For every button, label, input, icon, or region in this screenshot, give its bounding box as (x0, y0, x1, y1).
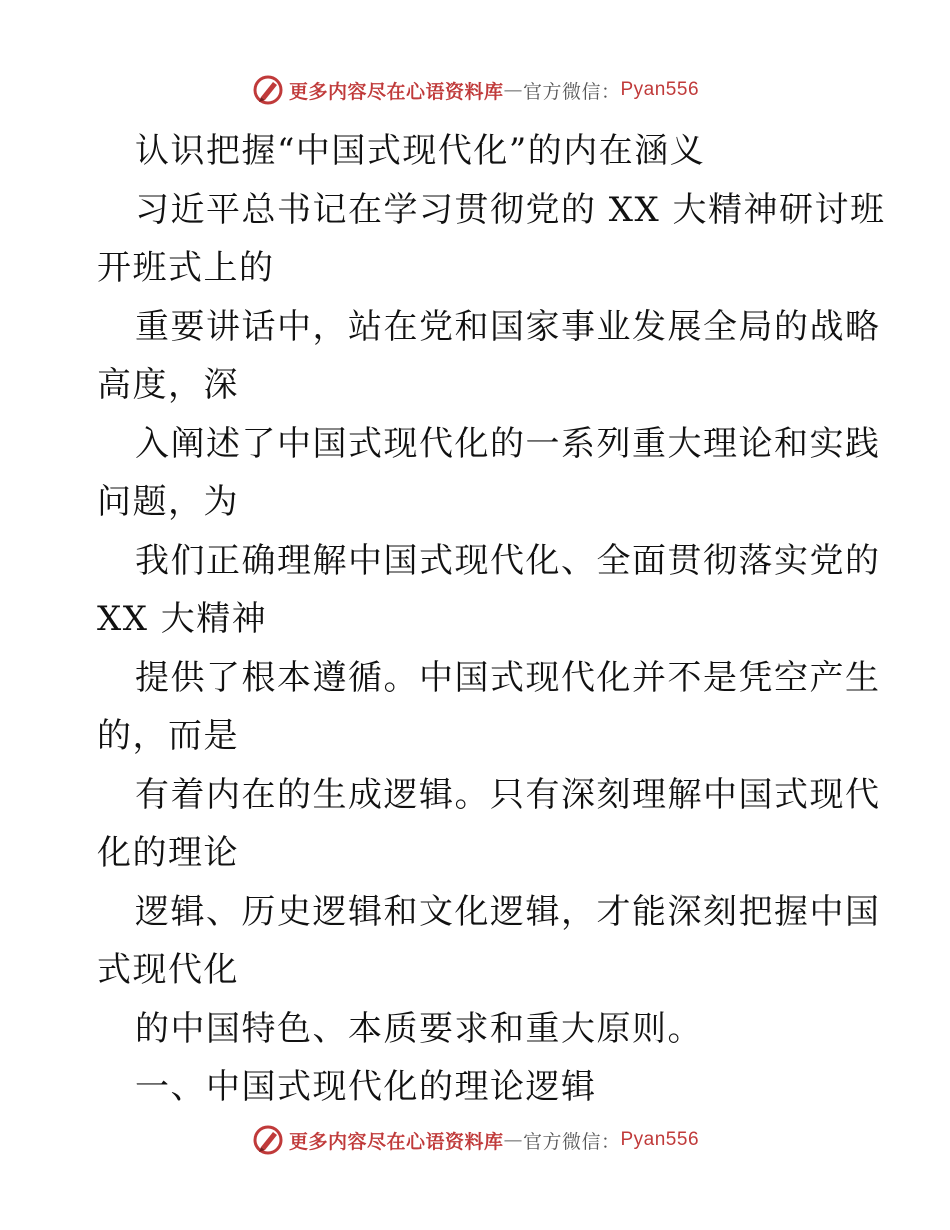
banner-wechat-id: Pyan556 (620, 79, 700, 100)
banner-separator: — (503, 1129, 523, 1151)
banner-wechat-id: Pyan556 (620, 1129, 700, 1150)
document-title: 认识把握“中国式现代化”的内在涵义 (135, 131, 706, 171)
text-line: 逻辑、历史逻辑和文化逻辑，才能深刻把握中国 (135, 891, 881, 932)
document-body (97, 122, 886, 1117)
text-line: 提供了根本遵循。中国式现代化并不是凭空产生 (135, 657, 881, 698)
text-line: 我们正确理解中国式现代化、全面贯彻落实党的 (135, 540, 881, 581)
pen-logo-icon (251, 73, 285, 107)
text-line: 的中国特色、本质要求和重大原则。 (135, 1008, 703, 1049)
section-heading: 一、中国式现代化的理论逻辑 (135, 1067, 597, 1107)
pen-logo-icon (251, 1123, 285, 1157)
text-line: 重要讲话中，站在党和国家事业发展全局的战略 (135, 306, 881, 347)
text-line: XX 大精神 (97, 599, 268, 639)
text-line: 问题，为 (97, 482, 239, 522)
text-line: 式现代化 (97, 950, 239, 990)
text-line: 高度，深 (97, 365, 239, 405)
text-line: 习近平总书记在学习贯彻党的 XX 大精神研讨班 (135, 189, 886, 230)
banner-wechat-label: 官方微信： (522, 80, 621, 103)
banner-main-text: 更多内容尽在心语资料库 (288, 80, 504, 103)
text-line: 开班式上的 (97, 248, 275, 288)
header-banner (0, 70, 950, 110)
banner-separator: — (503, 79, 523, 101)
text-line: 有着内在的生成逻辑。只有深刻理解中国式现代 (135, 774, 881, 815)
text-line: 的，而是 (97, 716, 239, 756)
footer-banner (0, 1120, 950, 1160)
text-line: 化的理论 (97, 833, 239, 873)
text-line: 入阐述了中国式现代化的一系列重大理论和实践 (135, 423, 881, 464)
banner-wechat-label: 官方微信： (522, 1130, 621, 1153)
banner-main-text: 更多内容尽在心语资料库 (288, 1130, 504, 1153)
